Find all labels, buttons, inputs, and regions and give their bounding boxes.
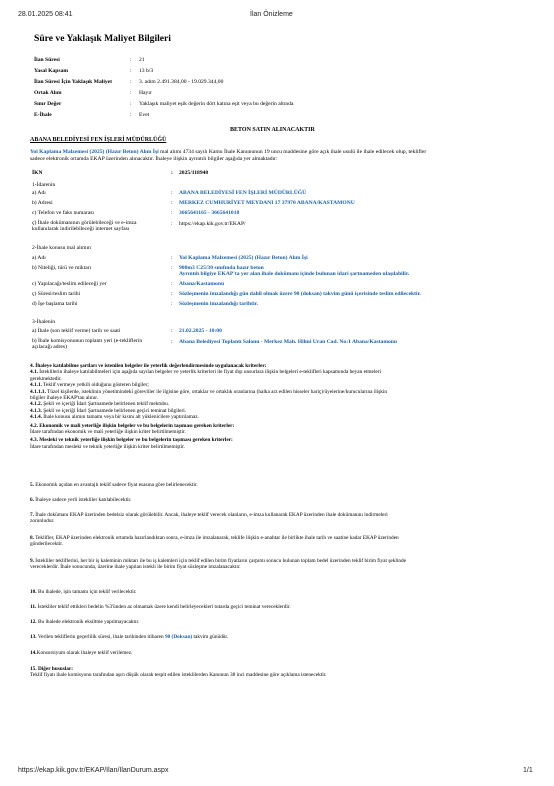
- authority-name: ABANA BELEDİYESİ FEN İŞLERİ MÜDÜRLÜĞÜ: [30, 137, 167, 143]
- paragraph-5: 5. Ekonomik açıdan en avantajlı teklif sadece fiyat esasına göre belirlenecektir.: [30, 482, 198, 488]
- item-name-value: Yol Kaplama Malzemesi (2025) (Hazır Beton) Alım İşi: [179, 255, 308, 261]
- section-3-title: 3-İhalenin: [32, 319, 55, 325]
- intro-paragraph: Yol Kaplama Malzemesi (2025) (Hazır Beton) Alım İşi mal alımı 4734 sayılı Kamu İhale Kanununun 19 uncu maddesine göre açık ihale usulü ile ihale edilecek olup, teklifler sadece elektronik ortamda EKAP üzerinden alınacaktır. İhaleye ilişkin ayrıntılı bilgiler aşağıda yer almaktadır:: [30, 149, 427, 162]
- other-matters-title: 15. Diğer hususlar:: [30, 666, 74, 672]
- item-quantity-value: 900m3 C25/30 sınıfında hazır beton Ayrıntılı bilgiye EKAP'ta yer alan ihale dokümanı içinde bulunan idari şartnameden ulaşılabilir.: [179, 265, 410, 278]
- section-3-table: a) İhale (son teklif verme) tarih ve saati : 21.02.2025 - 10:00 b) İhale komisyonunun toplantı yeri (e-tekliflerin açılacağı adres) : Abana Belediyesi Toplantı Salonu - Merkez Mah. Hilmi Uran Cad. No:1 Abana/Kastamonu: [32, 328, 398, 351]
- ekap-link[interactable]: https://ekap.kik.gov.tr/EKAP/: [179, 221, 246, 227]
- section-1-table: a) Adı : ABANA BELEDİYESİ FEN İŞLERİ MÜDÜRLÜĞÜ b) Adresi : MERKEZ CUMHURİYET MEYDANI 17 37970 ABANA/KASTAMONU c) Telefon ve faks numarası : 3665641165 - 3665641018 ç) İhale dokümanının görülebileceği ve e-imza kullanılarak indirilebileceği internet sayfası : https://ekap.kik.gov.tr/EKAP/: [32, 190, 355, 233]
- summary-value: 3. adım 2.491.384,00 - 19.029.344,00: [139, 79, 224, 85]
- delivery-time-value: Sözleşmenin imzalandığı gün dahil olmak üzere 90 (doksan) takvim günü içerisinde teslim edilecektir.: [179, 291, 421, 297]
- section-2-table: a) Adı : Yol Kaplama Malzemesi (2025) (Hazır Beton) Alım İşi b) Niteliği, türü ve miktarı : 900m3 C25/30 sınıfında hazır beton Ayrıntılı bilgiye EKAP'ta yer alan ihale dokümanı içinde bulunan idari şartnameden ulaşılabilir. c) Yapılacağı/teslim edileceği yer : Abana/Kastamonu ç) Süresi/teslim tarihi : Sözleşmenin imzalandığı gün dahil olmak üzere 90 (doksan) takvim günü içerisinde teslim edilecektir. d) İşe başlama tarihi : Sözleşmenin imzalandığı tarihtir.: [32, 255, 421, 307]
- paragraph-12: 12. Bu ihalede elektronik eksiltme yapılmayacaktır.: [30, 619, 140, 625]
- section-4: 4. İhaleye katılabilme şartları ve istenilen belgeler ile yeterlik değerlendirmesinde uygulanacak kriterler: 4.1. İsteklilerin ihaleye katılabilmeleri için aşağıda sayılan belgeler ve yeterlik kriterleri ile fiyat dışı unsurlara ilişkin belgeleri e-teklifleri kapsamında beyan etmeleri gerekmektedir. 4.1.1. Teklif vermeye yetkili olduğunu gösteren bilgiler; 4.1.1.1. Tüzel kişilerde, isteklinin yönetimindeki görevliler ile ilgisine göre, ortaklar ve ortaklık oranlarına (halka arz edilen hisseler hariç)/üyelerine/kurucularına ilişkin bilgiler ihaleye EKAP'tan alınır. 4.1.2. Şekli ve içeriği İdari Şartnamede belirlenen teklif mektubu. 4.1.3. Şekli ve içeriği İdari Şartnamede belirlenen geçici teminat bilgileri. 4.1.4. İhale konusu alımın tamamı veya bir kısmı alt yüklenicilere yaptırılamaz. 4.2. Ekonomik ve mali yeterliğe ilişkin belgeler ve bu belgelerin taşıması gereken kriterler: İdare tarafından ekonomik ve mali yeterliğe ilişkin kriter belirtilmemiştir. 4.3. Mesleki ve teknik yeterliğe ilişkin belgeler ve bu belgelerin taşıması gereken kriterler: İdare tarafından mesleki ve teknik yeterliğe ilişkin kriter belirtilmemiştir.: [30, 363, 526, 450]
- summary-value: Evet: [139, 112, 150, 118]
- delivery-place-value: Abana/Kastamonu: [179, 281, 225, 287]
- print-datetime: 28.01.2025 08:41: [18, 11, 73, 18]
- meeting-place-value: Abana Belediyesi Toplantı Salonu - Merkez Mah. Hilmi Uran Cad. No:1 Abana/Kastamonu: [179, 339, 398, 345]
- summary-label: E-İhale: [34, 112, 52, 118]
- print-page-title: İlan Önizleme: [250, 11, 293, 18]
- paragraph-15: 15. Diğer hususlar: Teklif fiyatı ihale komisyonu tarafından aşırı düşük olarak tespit edilen isteklilerden Kanunun 38 inci maddesine göre açıklama istenecektir.: [30, 666, 327, 679]
- section-4-title: 4. İhaleye katılabilme şartları ve istenilen belgeler ile yeterlik değerlendirmesinde uygulanacak kriterler:: [30, 363, 267, 369]
- section-4-2-title: 4.2. Ekonomik ve mali yeterliğe ilişkin belgeler ve bu belgelerin taşıması gereken kriterler:: [30, 422, 235, 429]
- section-4-3-title: 4.3. Mesleki ve teknik yeterliğe ilişkin belgeler ve bu belgelerin taşıması gereken kriterler:: [30, 437, 233, 444]
- paragraph-8: 8. Teklifler, EKAP üzerinden elektronik ortamda hazırlandıktan sonra, e-imza ile imzalanarak, teklife ilişkin e-anahtar ile birlikte ihale tarih ve saatine kadar EKAP üzerinden gönderilecektir.: [30, 535, 399, 548]
- authority-value: ABANA BELEDİYESİ FEN İŞLERİ MÜDÜRLÜĞÜ: [179, 190, 307, 196]
- phone-fax-value: 3665641165 - 3665641018: [179, 210, 240, 216]
- ikn-row: İKN : 2025/118948: [32, 170, 209, 176]
- print-page-count: 1/1: [523, 767, 533, 774]
- summary-label: Sınır Değer: [34, 101, 62, 107]
- summary-table: İlan Süresi : 21 Yasal Kapsam : 13 b/3 İlan Süresi İçin Yaklaşık Maliyet : 3. adım 2.491.384,00 - 19.029.344,00 Ortak Alım : Hayır Sınır Değer : Yaklaşık maliyet eşik değerin dört katına eşit veya bu değerin altında E-İhale : Evet: [34, 57, 294, 118]
- summary-value: Yaklaşık maliyet eşik değerin dört katına eşit veya bu değerin altında: [139, 101, 294, 107]
- paragraph-6: 6. İhaleye sadece yerli istekliler katılabilecektir.: [30, 497, 132, 503]
- paragraph-7: 7. İhale dokümanı EKAP üzerinden bedelsiz olarak görülebilir. Ancak, ihaleye teklif verecek olanların, e-imza kullanarak EKAP üzerinden ihale dokümanını indirmeleri zorunludur.: [30, 512, 388, 525]
- notice-heading: BETON SATIN ALINACAKTIR: [230, 127, 315, 133]
- paragraph-9: 9. İstekliler tekliflerini, her bir iş kaleminin miktarı ile bu iş kalemleri için teklif edilen birim fiyatların çarpımı sonucu bulunan toplam bedel üzerinden teklif birim fiyat şeklinde vereceklerdir. İhale sonucunda, üzerine ihale yapılan istekli ile birim fiyat sözleşme imzalanacaktır.: [30, 558, 406, 571]
- summary-label: İlan Süresi: [34, 57, 60, 63]
- paragraph-10: 10. Bu ihalede, işin tamamı için teklif verilecektir.: [30, 589, 137, 595]
- summary-title: Süre ve Yaklaşık Maliyet Bilgileri: [34, 33, 171, 44]
- tender-datetime-value: 21.02.2025 - 10:00: [179, 328, 222, 334]
- summary-value: 13 b/3: [139, 68, 154, 74]
- paragraph-13: 13. Verilen tekliflerin geçerlilik süresi, ihale tarihinden itibaren 90 (Doksan) takvim günüdür.: [30, 634, 229, 640]
- tender-name-link[interactable]: Yol Kaplama Malzemesi (2025) (Hazır Beton) Alım İşi: [30, 149, 159, 155]
- summary-value: 21: [139, 57, 145, 63]
- ikn-label: İKN: [32, 170, 43, 176]
- validity-period: 90 (Doksan): [164, 634, 193, 640]
- summary-label: Ortak Alım: [34, 90, 62, 96]
- summary-value: Hayır: [139, 90, 152, 96]
- section-1-title: 1-İdarenin: [32, 182, 56, 188]
- address-value: MERKEZ CUMHURİYET MEYDANI 17 37970 ABANA/KASTAMONU: [179, 200, 355, 206]
- paragraph-11: 11. İstekliler teklif ettikleri bedelin %3'ünden az olmamak üzere kendi belirleyecekleri tutarda geçici teminat vereceklerdir.: [30, 604, 291, 610]
- paragraph-14: 14.Konsorsiyum olarak ihaleye teklif verilemez.: [30, 650, 133, 656]
- start-date-value: Sözleşmenin imzalandığı tarihtir.: [179, 301, 258, 307]
- section-2-title: 2-İhale konusu mal alımın: [32, 245, 91, 251]
- summary-label: Yasal Kapsam: [34, 68, 69, 74]
- print-url: https://ekap.kik.gov.tr/EKAP/Ilan/IlanDurum.aspx: [18, 767, 169, 774]
- summary-label: İlan Süresi İçin Yaklaşık Maliyet: [34, 79, 113, 85]
- ikn-value: 2025/118948: [179, 170, 209, 176]
